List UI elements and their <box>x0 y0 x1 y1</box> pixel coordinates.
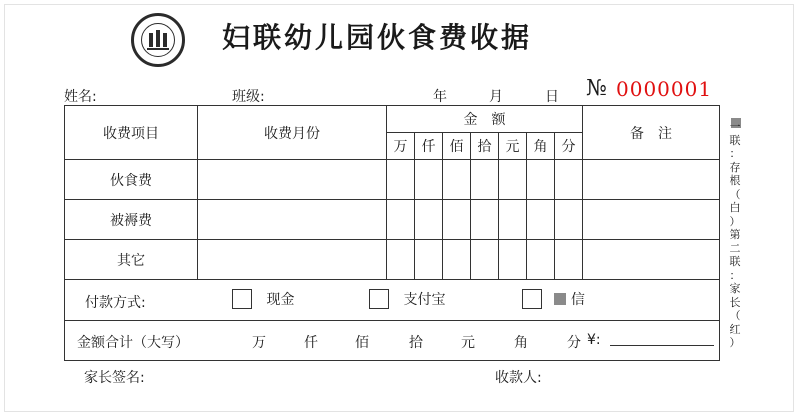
side-char: 联 <box>729 255 741 268</box>
total-label: 金额合计（大写） <box>77 335 189 351</box>
side-char: 第 <box>729 228 741 241</box>
alipay-label: 支付宝 <box>403 292 446 308</box>
table-row <box>65 200 720 240</box>
amount-header: 金 额 <box>387 106 583 133</box>
copy-note <box>725 120 745 350</box>
alipay-checkbox[interactable] <box>369 289 389 309</box>
table-row <box>65 240 720 280</box>
note-cell[interactable] <box>583 200 720 240</box>
side-char: 白 <box>729 201 741 214</box>
amount-cell[interactable] <box>555 200 583 240</box>
note-cell[interactable] <box>583 240 720 280</box>
side-char: 红 <box>729 322 741 336</box>
amount-cell[interactable] <box>415 240 443 280</box>
item-header: 收费项目 <box>65 106 198 160</box>
wechat-checkbox[interactable] <box>522 289 542 309</box>
total-unit-shi: 拾 <box>409 335 423 351</box>
receipt-number: 0000001 <box>616 77 713 101</box>
parent-sign-label: 家长签名: <box>84 370 145 386</box>
total-unit-yuan: 元 <box>461 335 475 351</box>
school-logo <box>131 13 185 67</box>
side-char: ） <box>729 336 741 349</box>
row-label-food: 伙食费 <box>65 160 198 200</box>
currency-label: ¥: <box>587 332 601 348</box>
amount-cell[interactable] <box>471 160 499 200</box>
side-char: 二 <box>729 241 741 255</box>
unit-yuan: 元 <box>499 133 527 160</box>
side-char: （ <box>729 309 741 322</box>
unit-shi: 拾 <box>471 133 499 160</box>
amount-cell[interactable] <box>443 240 471 280</box>
cash-checkbox[interactable] <box>232 289 252 309</box>
month-cell[interactable] <box>198 240 387 280</box>
payment-row <box>65 280 720 321</box>
amount-cell[interactable] <box>415 200 443 240</box>
amount-cell[interactable] <box>527 240 555 280</box>
amount-cell[interactable] <box>471 200 499 240</box>
name-label: 姓名: <box>64 89 97 105</box>
amount-cell[interactable] <box>443 200 471 240</box>
receipt-title: 妇联幼儿园伙食费收据 <box>222 21 533 54</box>
amount-cell[interactable] <box>443 160 471 200</box>
amount-cell[interactable] <box>527 200 555 240</box>
unit-wan: 万 <box>387 133 415 160</box>
amount-cell[interactable] <box>387 240 415 280</box>
wechat-label: 信 <box>570 292 585 308</box>
side-char: 根 <box>729 174 741 187</box>
total-unit-qian: 仟 <box>304 335 318 351</box>
total-unit-jiao: 角 <box>514 335 528 351</box>
unit-jiao: 角 <box>527 133 555 160</box>
amount-cell[interactable] <box>555 240 583 280</box>
payment-label: 付款方式: <box>85 295 146 311</box>
side-char: 家 <box>729 282 741 295</box>
note-cell[interactable] <box>583 160 720 200</box>
logo-inner-ring <box>141 23 175 57</box>
class-label: 班级: <box>232 89 265 105</box>
smudge-mark <box>554 293 566 305</box>
unit-qian: 仟 <box>415 133 443 160</box>
side-char: 长 <box>729 295 741 309</box>
side-char: ： <box>729 147 741 160</box>
day-label: 日 <box>545 89 559 105</box>
year-label: 年 <box>433 89 447 105</box>
side-char: 存 <box>729 160 741 174</box>
row-label-other: 其它 <box>65 240 198 280</box>
month-cell[interactable] <box>198 160 387 200</box>
payment-cell <box>65 280 720 321</box>
cash-label: 现金 <box>266 292 295 308</box>
fee-table <box>64 105 720 361</box>
side-char: 联 <box>729 133 741 147</box>
total-row <box>65 321 720 361</box>
side-char: 一 <box>729 120 741 133</box>
amount-cell[interactable] <box>387 200 415 240</box>
note-header: 备 注 <box>583 106 720 160</box>
amount-cell[interactable] <box>415 160 443 200</box>
side-char: ） <box>729 214 741 228</box>
amount-cell[interactable] <box>555 160 583 200</box>
alipay-option[interactable] <box>369 289 445 309</box>
amount-cell[interactable] <box>499 160 527 200</box>
amount-cell[interactable] <box>387 160 415 200</box>
total-amount-line[interactable] <box>610 345 714 346</box>
unit-fen: 分 <box>555 133 583 160</box>
amount-cell[interactable] <box>471 240 499 280</box>
total-cell <box>65 321 720 361</box>
total-unit-wan: 万 <box>252 335 266 351</box>
number-prefix: № <box>586 76 607 101</box>
total-unit-bai: 佰 <box>355 335 369 351</box>
month-cell[interactable] <box>198 200 387 240</box>
month-label: 月 <box>489 89 503 105</box>
amount-cell[interactable] <box>527 160 555 200</box>
total-unit-fen: 分 <box>567 335 581 351</box>
amount-cell[interactable] <box>499 240 527 280</box>
side-char: ： <box>729 268 741 282</box>
amount-cell[interactable] <box>499 200 527 240</box>
payee-label: 收款人: <box>495 370 542 386</box>
wechat-option[interactable] <box>522 289 585 309</box>
side-char: （ <box>729 187 741 201</box>
unit-bai: 佰 <box>443 133 471 160</box>
table-row <box>65 160 720 200</box>
cash-option[interactable] <box>232 289 294 309</box>
building-icon <box>142 24 174 56</box>
row-label-bedding: 被褥费 <box>65 200 198 240</box>
month-header: 收费月份 <box>198 106 387 160</box>
